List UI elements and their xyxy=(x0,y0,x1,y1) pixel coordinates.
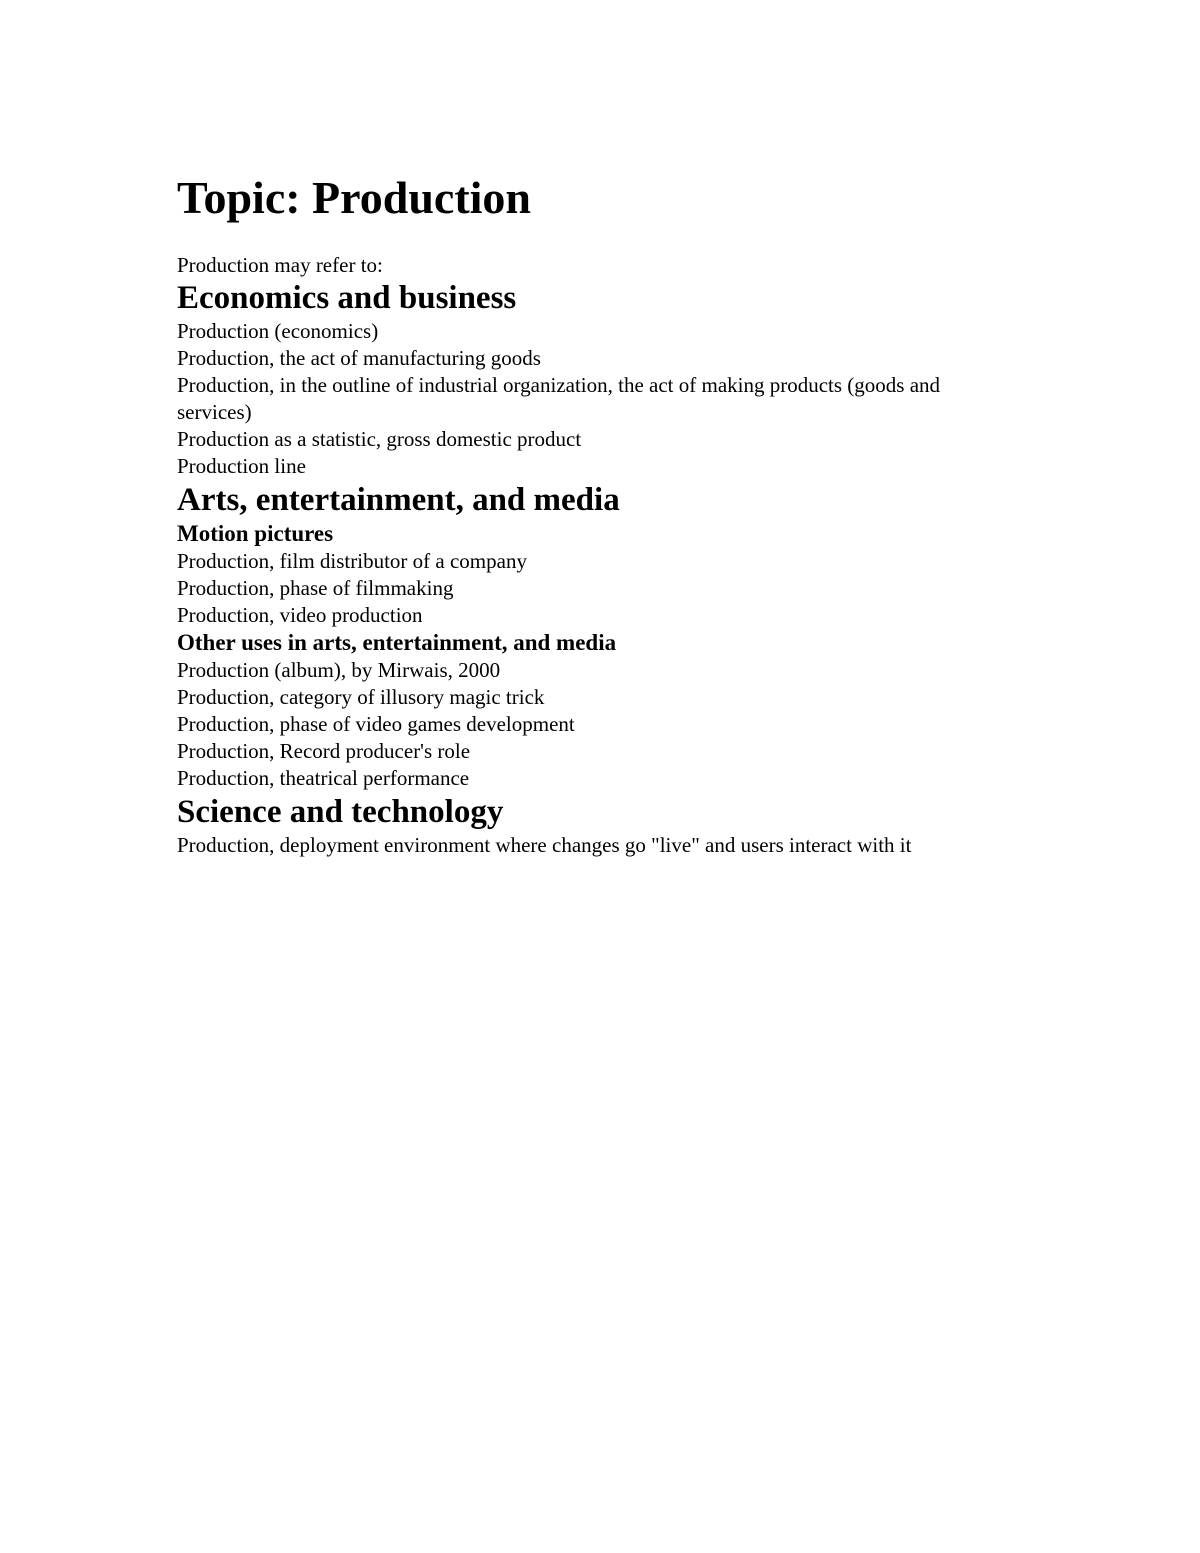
section-heading-economics: Economics and business xyxy=(177,280,517,316)
list-item: Production, theatrical performance xyxy=(177,766,470,790)
section-heading-science: Science and technology xyxy=(177,794,504,830)
list-item: Production line xyxy=(177,454,306,478)
list-item: Production, Record producer's role xyxy=(177,739,471,763)
section-heading-arts: Arts, entertainment, and media xyxy=(177,482,620,518)
list-item: Production, the act of manufacturing goods xyxy=(177,346,541,370)
list-item: Production (album), by Mirwais, 2000 xyxy=(177,658,501,682)
list-item: Production, film distributor of a company xyxy=(177,549,527,573)
list-item: Production as a statistic, gross domestic product xyxy=(177,427,582,451)
subsection-heading-other-uses: Other uses in arts, entertainment, and media xyxy=(177,630,617,655)
list-item: Production, deployment environment where changes go "live" and users interact with it xyxy=(177,833,912,857)
document-page xyxy=(177,170,1017,859)
list-item: Production, in the outline of industrial organization, the act of making products (goods and services) xyxy=(177,373,941,424)
subsection-heading-motion-pictures: Motion pictures xyxy=(177,521,334,546)
intro-text: Production may refer to: xyxy=(177,253,383,277)
list-item: Production, category of illusory magic trick xyxy=(177,685,545,709)
list-item: Production, phase of video games development xyxy=(177,712,575,736)
list-item: Production (economics) xyxy=(177,319,379,343)
list-item: Production, phase of filmmaking xyxy=(177,576,454,600)
page-title: Topic: Production xyxy=(177,172,532,223)
list-item: Production, video production xyxy=(177,603,423,627)
